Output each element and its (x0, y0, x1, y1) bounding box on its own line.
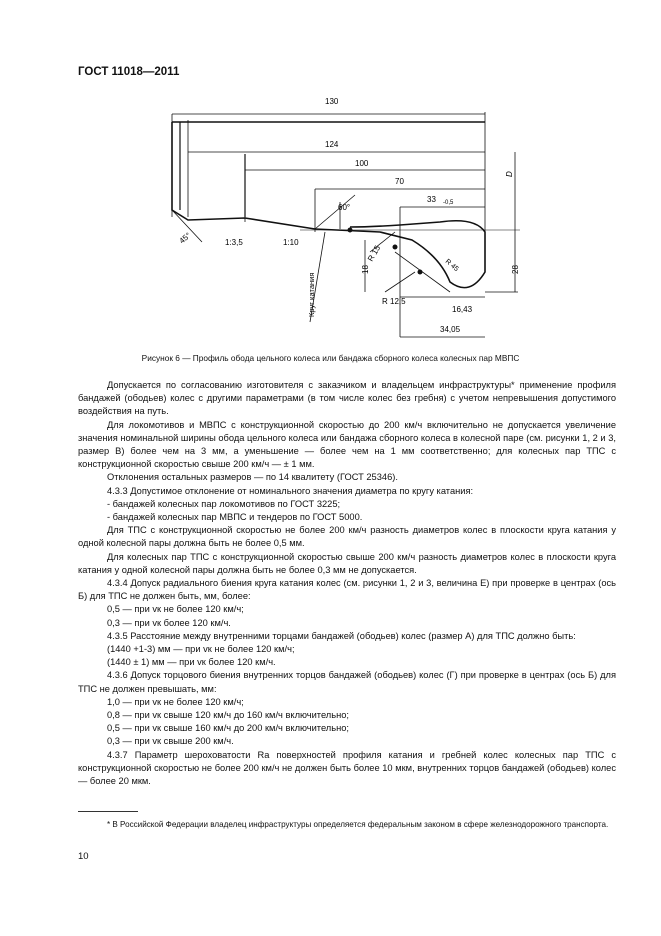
footnote (78, 818, 618, 831)
paragraph: 4.3.6 Допуск торцового биения внутренних торцов бандажей (ободьев) колес (Г) при проверке в центрах (ось Б) для ТПС не должен превышать, мм: (78, 670, 616, 694)
paragraph: Для локомотивов и МВПС с конструкционной скоростью до 200 км/ч включительно не допускается увеличение значения номинальной ширины обода цельного колеса или бандажа сборного колеса в колесной паре (см. рисунки 1, 2 и 3, размер В) более чем на 3 мм, а уменьшение — более чем на 1 мм соответственно; для колесных пар ТПС с конструкционной скоростью свыше 200 км/ч — ± 1 мм. (78, 419, 616, 470)
slope-1-3-5: 1:3,5 (225, 238, 243, 247)
list-item: 0,3 — при vк более 120 км/ч. (107, 617, 231, 628)
rolling-circle-label: Круг катания (307, 272, 316, 317)
figure-caption: Рисунок 6 — Профиль обода цельного колеса или бандажа сборного колеса колесных пар МВПС (141, 353, 520, 363)
paragraph: Для колесных пар ТПС с конструкционной скоростью свыше 200 км/ч разность диаметров колес в плоскости круга катания у одной колесной пары должна быть не более 0,3 мм не допускается. (78, 551, 616, 575)
page-number: 10 (78, 851, 89, 862)
list-item: (1440 +1-3) мм — при vк не более 120 км/ч; (107, 644, 295, 655)
dim-33: 33 (427, 195, 436, 204)
paragraph: 4.3.5 Расстояние между внутренними торцами бандажей (ободьев) колес (размер А) для ТПС должно быть: (107, 630, 576, 641)
paragraph: 4.3.3 Допустимое отклонение от номинального значения диаметра по кругу катания: (107, 485, 474, 496)
dim-100: 100 (355, 159, 369, 168)
dim-18: 18 (361, 265, 370, 274)
list-item: 0,5 — при vк не более 120 км/ч; (107, 604, 244, 615)
document-header: ГОСТ 11018—2011 (78, 66, 180, 78)
list-item: 0,8 — при vк свыше 120 км/ч до 160 км/ч включительно; (107, 710, 349, 721)
paragraph: 4.3.4 Допуск радиального биения круга катания колес (см. рисунки 1, 2 и 3, величина Е) при проверке в центрах (ось Б) для ТПС не должен быть, мм, более: (78, 578, 616, 602)
list-item: 0,5 — при vк свыше 160 км/ч до 200 км/ч включительно; (107, 723, 349, 734)
list-item: 1,0 — при vк не более 120 км/ч; (107, 696, 244, 707)
paragraph: Отклонения остальных размеров — по 14 квалитету (ГОСТ 25346). (107, 472, 398, 483)
list-item: - бандажей колесных пар локомотивов по ГОСТ 3225; (107, 498, 341, 509)
dim-124: 124 (325, 140, 339, 149)
angle-60: 60° (338, 203, 351, 212)
footnote-divider (78, 811, 138, 812)
dim-16-43: 16,43 (452, 305, 473, 314)
dim-28: 28 (511, 265, 520, 274)
angle-45: 45° (177, 230, 193, 246)
paragraph: Для ТПС с конструкционной скоростью не более 200 км/ч разность диаметров колес в плоскости круга катания у одной колесной пары должна быть не более 0,5 мм. (78, 525, 616, 549)
document-body (78, 379, 616, 788)
paragraph: Допускается по согласованию изготовителя с заказчиком и владельцем инфраструктуры* применение профиля бандажей (ободьев) колес с другими параметрами (в том числе колес без гребня) с учетом непревышения допустимого воздействия на путь. (78, 380, 616, 417)
dim-d-label: D (505, 171, 514, 177)
dim-34-05: 34,05 (440, 325, 461, 334)
dim-33-tolerance: -0,5 (443, 200, 454, 206)
slope-1-10: 1:10 (283, 238, 299, 247)
list-item: - бандажей колесных пар МВПС и тендеров по ГОСТ 5000. (107, 512, 363, 523)
radius-12-5: R 12,5 (382, 297, 406, 306)
radius-45: R 45 (443, 258, 460, 274)
wheel-profile-drawing (150, 92, 530, 347)
dim-130: 130 (325, 97, 339, 106)
dim-70: 70 (395, 177, 404, 186)
footnote-text: * В Российской Федерации владелец инфраструктуры определяется федеральным законом в сфере железнодорожного транспорта. (107, 820, 609, 829)
list-item: 0,3 — при vк свыше 200 км/ч. (107, 736, 234, 747)
paragraph: 4.3.7 Параметр шероховатости Ra поверхностей профиля катания и гребней колес колесных пар ТПС с конструкционной скоростью не более 200 км/ч не должен быть более 10 мкм, внутренних торцов бандажей (ободьев) колес — более 20 мкм. (78, 749, 616, 787)
list-item: (1440 ± 1) мм — при vк более 120 км/ч. (107, 657, 276, 668)
radius-15: R 15 (365, 243, 383, 263)
